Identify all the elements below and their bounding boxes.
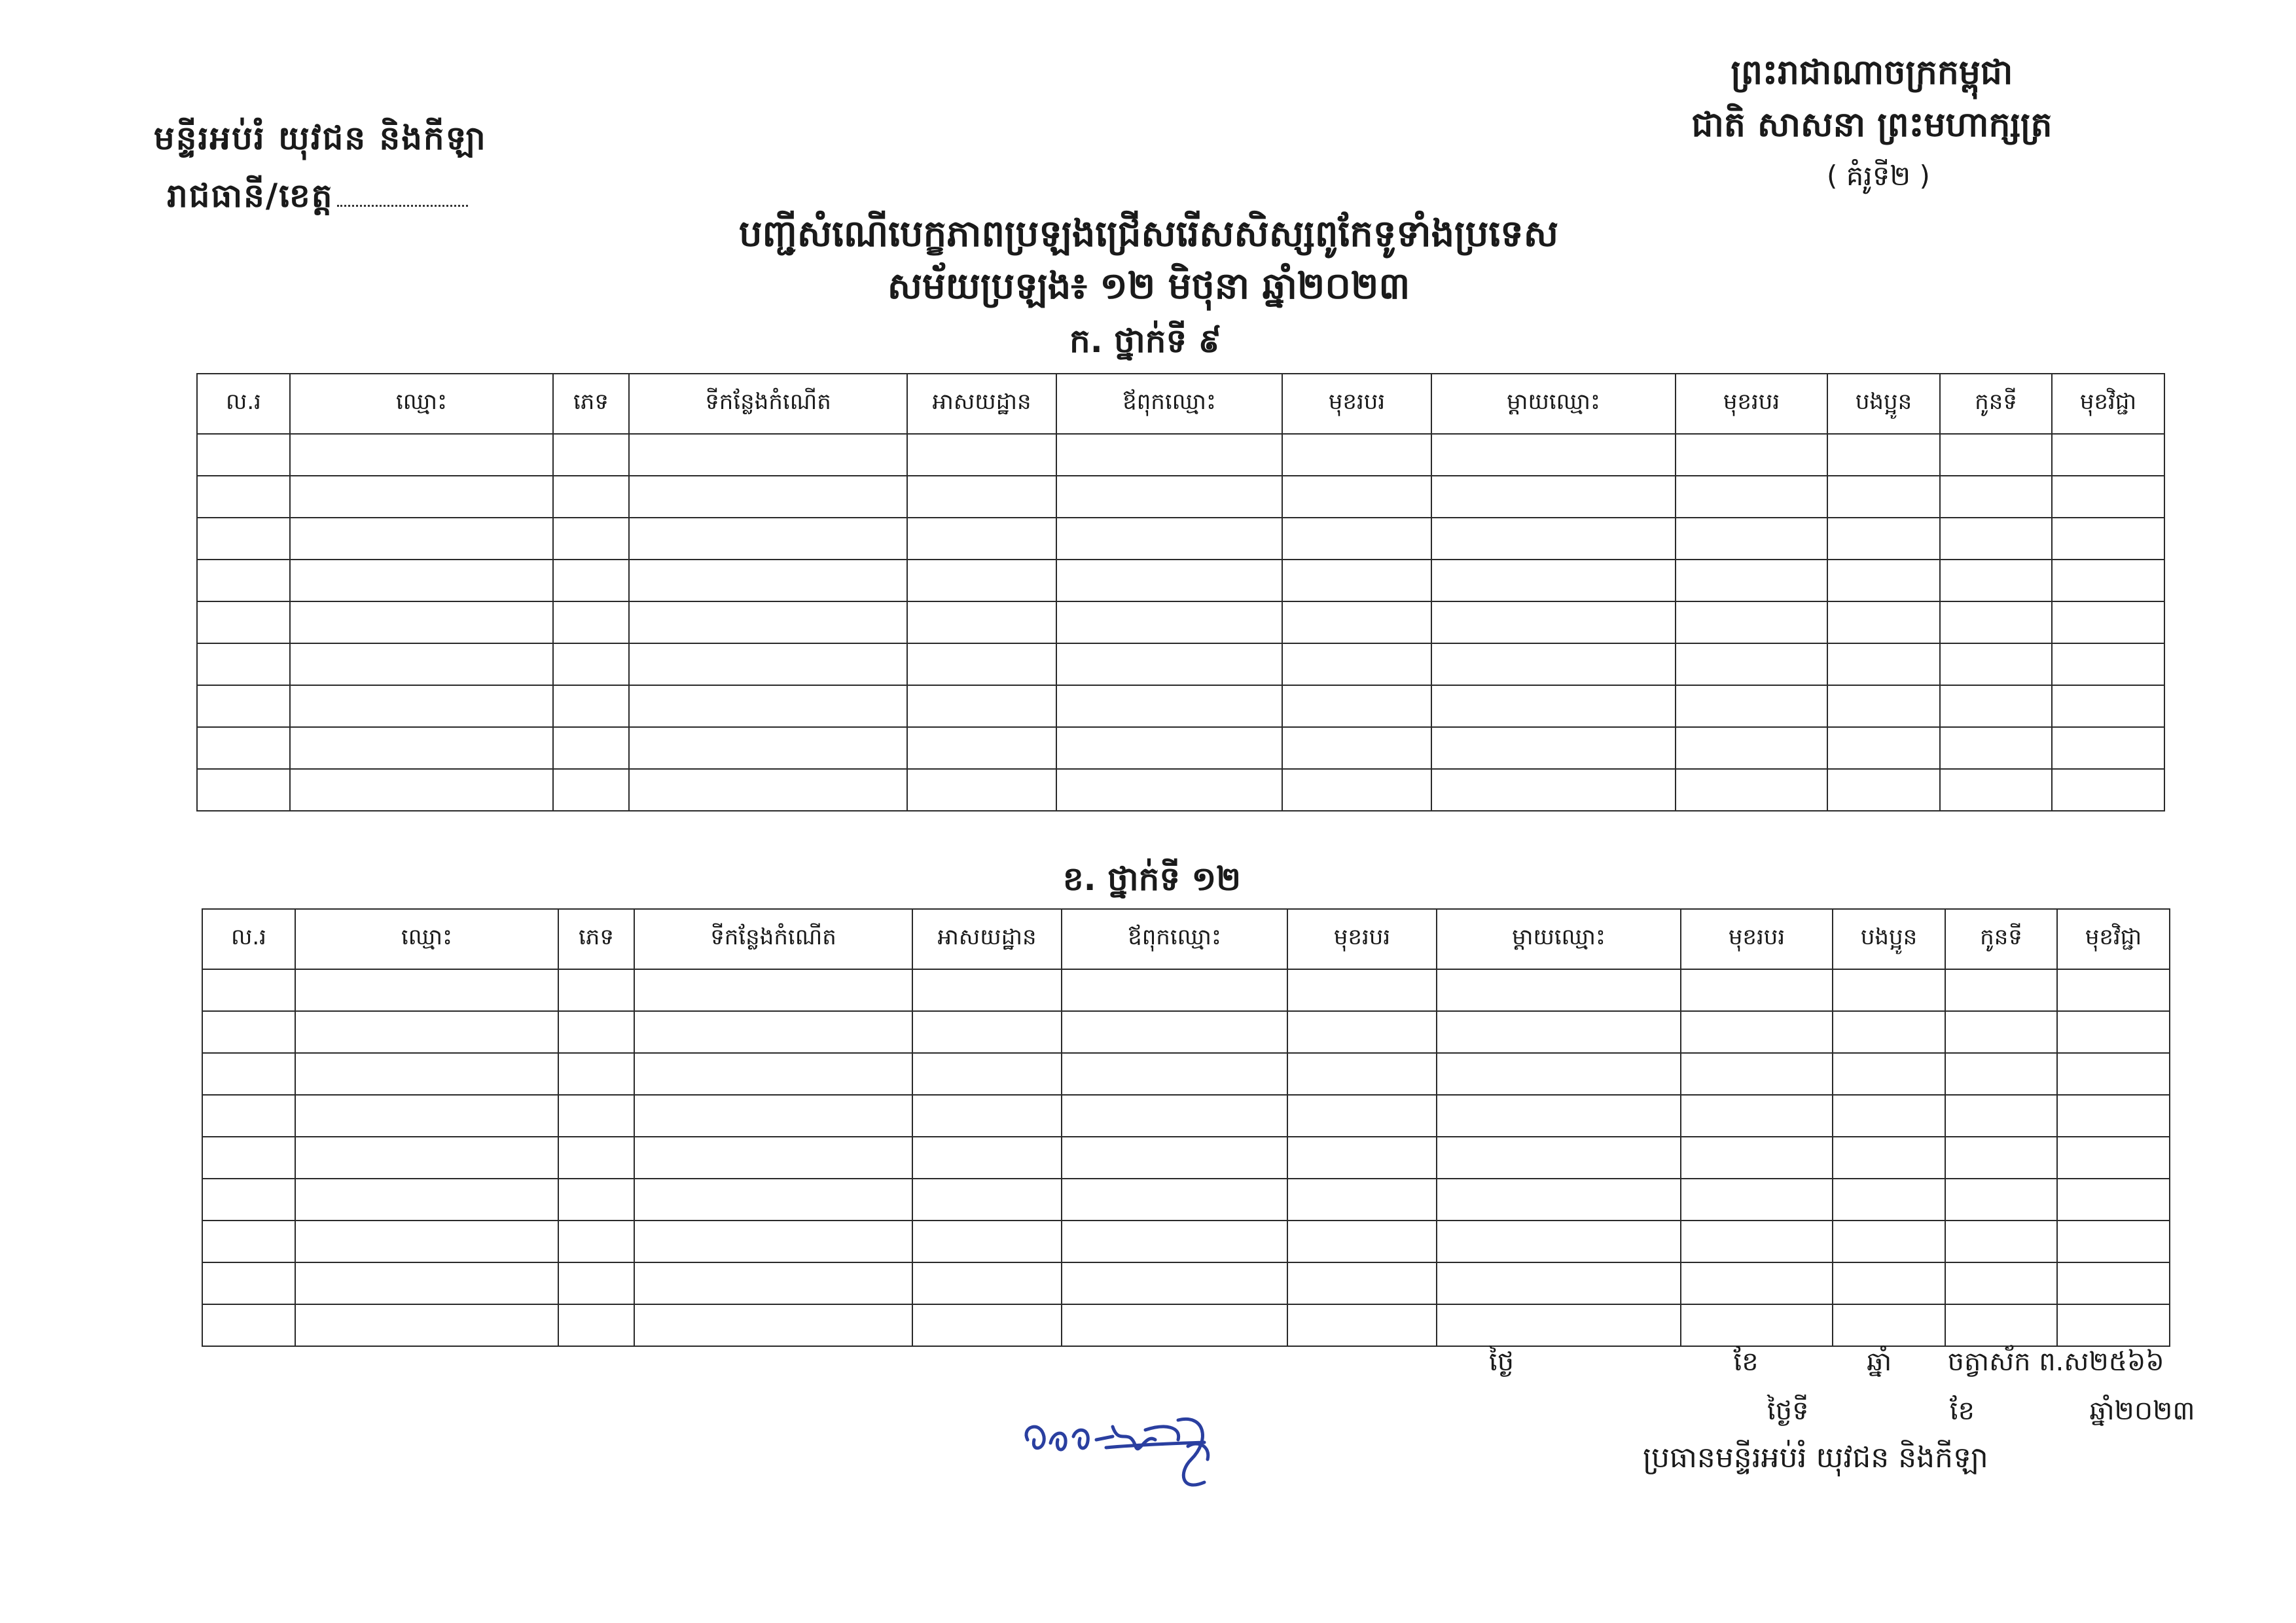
table-cell — [290, 476, 553, 518]
table-cell — [1282, 434, 1431, 476]
table-cell — [197, 769, 290, 811]
table-cell — [629, 643, 907, 685]
solar-date-line — [1767, 1394, 2195, 1433]
table-cell — [1431, 643, 1676, 685]
table-cell — [1833, 969, 1945, 1011]
table-cell — [1287, 1095, 1437, 1137]
table-cell — [1945, 1262, 2057, 1304]
table-cell — [629, 727, 907, 769]
table-cell — [1437, 1179, 1681, 1221]
table-cell — [558, 1095, 634, 1137]
table-cell — [1062, 1304, 1287, 1346]
table-cell — [1056, 476, 1282, 518]
table-cell — [1681, 1137, 1833, 1179]
table-cell — [629, 560, 907, 601]
grade9-table — [196, 373, 2165, 812]
table-cell — [1945, 1179, 2057, 1221]
table-cell — [634, 1304, 912, 1346]
table-row — [197, 476, 2164, 518]
table-cell — [197, 476, 290, 518]
col-father-occupation: មុខរបរ — [1282, 374, 1431, 434]
table-cell — [1056, 434, 1282, 476]
ministry-name: មន្ទីរអប់រំ យុវជន និងកីឡា — [154, 119, 487, 157]
col-father-name: ឪពុកឈ្មោះ — [1062, 909, 1287, 969]
table-cell — [1833, 1095, 1945, 1137]
table-cell — [629, 518, 907, 560]
table-cell — [290, 685, 553, 727]
table-cell — [290, 769, 553, 811]
table-cell — [912, 969, 1062, 1011]
table-cell — [558, 1179, 634, 1221]
table-row — [197, 727, 2164, 769]
table-cell — [290, 560, 553, 601]
table-cell — [1431, 601, 1676, 643]
table-cell — [197, 518, 290, 560]
col-name: ឈ្មោះ — [290, 374, 553, 434]
table-cell — [1676, 560, 1827, 601]
table-cell — [558, 1304, 634, 1346]
table-row — [197, 518, 2164, 560]
national-motto: ជាតិ សាសនា ព្រះមហាក្សត្រ — [1691, 105, 2053, 145]
table-cell — [558, 1011, 634, 1053]
table-cell — [1940, 434, 2052, 476]
table-cell — [1287, 1053, 1437, 1095]
table-cell — [1945, 1011, 2057, 1053]
table-cell — [1437, 1011, 1681, 1053]
col-father-occupation: មុខរបរ — [1287, 909, 1437, 969]
table-cell — [912, 1095, 1062, 1137]
table-cell — [907, 643, 1056, 685]
table-cell — [553, 434, 629, 476]
table-cell — [1282, 601, 1431, 643]
table-cell — [2052, 769, 2164, 811]
lunar-month-label: ខែ — [1733, 1347, 1759, 1377]
table-cell — [1056, 560, 1282, 601]
table-cell — [1833, 1137, 1945, 1179]
table-cell — [553, 518, 629, 560]
table-cell — [1676, 643, 1827, 685]
table-cell — [295, 1221, 558, 1262]
table-cell — [1437, 1221, 1681, 1262]
col-number: ល.រ — [197, 374, 290, 434]
table-cell — [1676, 769, 1827, 811]
col-name: ឈ្មោះ — [295, 909, 558, 969]
lunar-day-label: ថ្ងៃ — [1489, 1347, 1515, 1377]
header-row — [202, 909, 2170, 969]
table-cell — [1940, 769, 2052, 811]
table-cell — [2052, 643, 2164, 685]
table-cell — [1940, 643, 2052, 685]
table-cell — [1431, 560, 1676, 601]
table-cell — [634, 1095, 912, 1137]
table-cell — [907, 685, 1056, 727]
table-cell — [1287, 969, 1437, 1011]
table-cell — [1945, 969, 2057, 1011]
table-cell — [2052, 476, 2164, 518]
table-cell — [1945, 1221, 2057, 1262]
table-cell — [553, 643, 629, 685]
col-child-order: កូនទី — [1940, 374, 2052, 434]
table-cell — [1282, 643, 1431, 685]
table-cell — [1282, 476, 1431, 518]
table-cell — [2057, 1221, 2170, 1262]
table-cell — [2057, 1179, 2170, 1221]
table-cell — [1062, 1179, 1287, 1221]
table-cell — [634, 1137, 912, 1179]
table-cell — [1940, 476, 2052, 518]
table-cell — [634, 1221, 912, 1262]
table-cell — [1437, 1137, 1681, 1179]
solar-month-label: ខែ — [1949, 1396, 1975, 1426]
table-cell — [1056, 518, 1282, 560]
table-cell — [202, 1053, 295, 1095]
section-grade9-title: ក. ថ្នាក់ទី ៩ — [1069, 322, 1222, 360]
table-row — [202, 969, 2170, 1011]
kingdom-title: ព្រះរាជាណាចក្រកម្ពុជា — [1731, 53, 2013, 92]
table-cell — [1431, 434, 1676, 476]
table-cell — [1833, 1179, 1945, 1221]
table-cell — [2052, 560, 2164, 601]
table-row — [197, 769, 2164, 811]
lunar-date-line — [1489, 1345, 2164, 1383]
table-cell — [1431, 476, 1676, 518]
table-cell — [1282, 727, 1431, 769]
table-cell — [634, 1262, 912, 1304]
col-birthplace: ទីកន្លែងកំណើត — [634, 909, 912, 969]
table-cell — [907, 434, 1056, 476]
table-cell — [1676, 685, 1827, 727]
table-cell — [1062, 1053, 1287, 1095]
table-cell — [1833, 1221, 1945, 1262]
table-cell — [295, 1137, 558, 1179]
table-row — [202, 1011, 2170, 1053]
lunar-era: ចត្វាស័ក ព.ស២៥៦៦ — [1947, 1347, 2164, 1377]
table-cell — [295, 969, 558, 1011]
table-cell — [629, 434, 907, 476]
col-father-name: ឪពុកឈ្មោះ — [1056, 374, 1282, 434]
table-cell — [553, 476, 629, 518]
col-mother-name: ម្តាយឈ្មោះ — [1437, 909, 1681, 969]
section-grade12-title: ខ. ថ្នាក់ទី ១២ — [1062, 860, 1242, 898]
table-cell — [558, 1053, 634, 1095]
table-cell — [290, 727, 553, 769]
table-cell — [1282, 769, 1431, 811]
table-cell — [1056, 685, 1282, 727]
table-cell — [290, 434, 553, 476]
table-cell — [912, 1179, 1062, 1221]
table-cell — [553, 769, 629, 811]
table-cell — [2057, 1011, 2170, 1053]
table-cell — [197, 560, 290, 601]
table-cell — [197, 434, 290, 476]
table-cell — [290, 518, 553, 560]
table-cell — [1676, 476, 1827, 518]
table-cell — [907, 769, 1056, 811]
table-cell — [1287, 1179, 1437, 1221]
table-cell — [634, 1011, 912, 1053]
table-cell — [1062, 1011, 1287, 1053]
table-cell — [1287, 1221, 1437, 1262]
solar-day-label: ថ្ងៃទី — [1767, 1396, 1809, 1426]
table-cell — [1940, 518, 2052, 560]
table-cell — [1940, 601, 2052, 643]
document-title: បញ្ជីសំណើបេក្ខភាពប្រឡងជ្រើសរើសសិស្សពូកែទូទាំងប្រទេស — [738, 213, 1559, 255]
table-cell — [1681, 1262, 1833, 1304]
col-child-order: កូនទី — [1945, 909, 2057, 969]
table-cell — [553, 560, 629, 601]
table-cell — [1827, 601, 1940, 643]
col-address: អាសយដ្ឋាន — [907, 374, 1056, 434]
table-cell — [1676, 518, 1827, 560]
table-cell — [1945, 1137, 2057, 1179]
table-row — [197, 601, 2164, 643]
table-cell — [1681, 1053, 1833, 1095]
table-cell — [197, 727, 290, 769]
header-row — [197, 374, 2164, 434]
lunar-year-label: ឆ្នាំ — [1867, 1347, 1892, 1377]
table-cell — [295, 1304, 558, 1346]
col-subject: មុខវិជ្ជា — [2052, 374, 2164, 434]
grade12-body — [202, 969, 2170, 1346]
col-subject: មុខវិជ្ជា — [2057, 909, 2170, 969]
table-cell — [907, 601, 1056, 643]
table-cell — [1681, 969, 1833, 1011]
table-cell — [1287, 1262, 1437, 1304]
table-cell — [1062, 1221, 1287, 1262]
table-cell — [2057, 1304, 2170, 1346]
table-cell — [1437, 1053, 1681, 1095]
table-cell — [907, 560, 1056, 601]
table-cell — [558, 1262, 634, 1304]
table-row — [197, 560, 2164, 601]
col-number: ល.រ — [202, 909, 295, 969]
table-cell — [912, 1221, 1062, 1262]
table-cell — [2057, 1053, 2170, 1095]
table-cell — [295, 1011, 558, 1053]
table-cell — [634, 1179, 912, 1221]
table-cell — [2052, 601, 2164, 643]
table-cell — [1827, 476, 1940, 518]
table-cell — [553, 727, 629, 769]
table-cell — [2057, 969, 2170, 1011]
table-cell — [2057, 1095, 2170, 1137]
table-cell — [1431, 727, 1676, 769]
table-cell — [629, 685, 907, 727]
model-number: ( គំរូទី២ ) — [1827, 160, 1930, 192]
table-cell — [1282, 685, 1431, 727]
table-cell — [295, 1179, 558, 1221]
table-cell — [197, 643, 290, 685]
col-mother-occupation: មុខរបរ — [1681, 909, 1833, 969]
col-sex: ភេទ — [553, 374, 629, 434]
table-cell — [1681, 1304, 1833, 1346]
table-cell — [1833, 1053, 1945, 1095]
table-cell — [1287, 1137, 1437, 1179]
table-row — [197, 643, 2164, 685]
table-cell — [558, 969, 634, 1011]
table-cell — [1056, 769, 1282, 811]
signature-image — [1014, 1400, 1237, 1505]
table-cell — [1945, 1304, 2057, 1346]
grade9-body — [197, 434, 2164, 811]
table-row — [202, 1179, 2170, 1221]
table-cell — [1827, 434, 1940, 476]
table-cell — [290, 601, 553, 643]
table-cell — [202, 1011, 295, 1053]
table-cell — [1282, 518, 1431, 560]
table-cell — [197, 601, 290, 643]
table-cell — [202, 969, 295, 1011]
table-cell — [912, 1011, 1062, 1053]
table-cell — [912, 1137, 1062, 1179]
table-cell — [629, 476, 907, 518]
table-cell — [1940, 685, 2052, 727]
table-cell — [202, 1304, 295, 1346]
table-cell — [558, 1137, 634, 1179]
table-cell — [1827, 769, 1940, 811]
table-cell — [1056, 601, 1282, 643]
table-cell — [553, 685, 629, 727]
table-cell — [1681, 1011, 1833, 1053]
exam-session: សម័យប្រឡង៖ ១២ មិថុនា ឆ្នាំ២០២៣ — [887, 265, 1410, 308]
table-cell — [1945, 1095, 2057, 1137]
table-cell — [634, 1053, 912, 1095]
col-siblings: បងប្អូន — [1827, 374, 1940, 434]
col-mother-occupation: មុខរបរ — [1676, 374, 1827, 434]
table-cell — [907, 727, 1056, 769]
table-cell — [1437, 969, 1681, 1011]
table-cell — [295, 1095, 558, 1137]
table-cell — [1833, 1011, 1945, 1053]
table-cell — [1833, 1304, 1945, 1346]
table-row — [197, 685, 2164, 727]
table-cell — [1062, 1262, 1287, 1304]
table-cell — [2052, 434, 2164, 476]
col-mother-name: ម្តាយឈ្មោះ — [1431, 374, 1676, 434]
table-cell — [2052, 727, 2164, 769]
table-row — [202, 1262, 2170, 1304]
table-cell — [1056, 727, 1282, 769]
table-cell — [202, 1221, 295, 1262]
table-cell — [1437, 1304, 1681, 1346]
table-cell — [1827, 518, 1940, 560]
table-cell — [1940, 727, 2052, 769]
table-cell — [1676, 434, 1827, 476]
table-cell — [1062, 1095, 1287, 1137]
table-cell — [1827, 643, 1940, 685]
table-cell — [1827, 685, 1940, 727]
table-cell — [202, 1179, 295, 1221]
table-cell — [629, 769, 907, 811]
province-line — [167, 175, 468, 223]
table-cell — [1676, 601, 1827, 643]
grade12-table — [202, 908, 2170, 1347]
table-cell — [202, 1137, 295, 1179]
solar-year-label: ឆ្នាំ២០២៣ — [2089, 1396, 2195, 1426]
table-cell — [197, 685, 290, 727]
table-cell — [1062, 969, 1287, 1011]
table-cell — [1437, 1262, 1681, 1304]
table-cell — [1431, 769, 1676, 811]
table-cell — [1282, 560, 1431, 601]
table-cell — [912, 1053, 1062, 1095]
col-address: អាសយដ្ឋាន — [912, 909, 1062, 969]
col-siblings: បងប្អូន — [1833, 909, 1945, 969]
table-cell — [1681, 1095, 1833, 1137]
table-cell — [1945, 1053, 2057, 1095]
table-cell — [290, 643, 553, 685]
table-cell — [907, 476, 1056, 518]
table-cell — [1287, 1011, 1437, 1053]
table-cell — [202, 1262, 295, 1304]
col-birthplace: ទីកន្លែងកំណើត — [629, 374, 907, 434]
table-cell — [295, 1053, 558, 1095]
table-cell — [912, 1304, 1062, 1346]
table-cell — [2057, 1262, 2170, 1304]
table-row — [202, 1053, 2170, 1095]
col-sex: ភេទ — [558, 909, 634, 969]
table-cell — [2052, 685, 2164, 727]
table-cell — [629, 601, 907, 643]
table-cell — [1681, 1221, 1833, 1262]
table-cell — [1676, 727, 1827, 769]
table-cell — [634, 969, 912, 1011]
table-cell — [1431, 518, 1676, 560]
table-cell — [202, 1095, 295, 1137]
table-cell — [558, 1221, 634, 1262]
table-cell — [2052, 518, 2164, 560]
director-title: ប្រធានមន្ទីរអប់រំ យុវជន និងកីឡា — [1643, 1441, 1988, 1474]
table-cell — [1062, 1137, 1287, 1179]
table-cell — [1681, 1179, 1833, 1221]
table-row — [202, 1095, 2170, 1137]
table-cell — [295, 1262, 558, 1304]
table-cell — [1056, 643, 1282, 685]
table-cell — [1431, 685, 1676, 727]
table-cell — [912, 1262, 1062, 1304]
table-row — [202, 1137, 2170, 1179]
table-cell — [1437, 1095, 1681, 1137]
province-label: រាជធានី/ខេត្ត — [167, 177, 334, 215]
table-cell — [1287, 1304, 1437, 1346]
table-cell — [1827, 727, 1940, 769]
table-row — [197, 434, 2164, 476]
table-cell — [1827, 560, 1940, 601]
table-cell — [2057, 1137, 2170, 1179]
table-row — [202, 1304, 2170, 1346]
table-cell — [1833, 1262, 1945, 1304]
table-cell — [553, 601, 629, 643]
table-row — [202, 1221, 2170, 1262]
province-blank — [337, 198, 468, 207]
table-cell — [907, 518, 1056, 560]
table-cell — [1940, 560, 2052, 601]
